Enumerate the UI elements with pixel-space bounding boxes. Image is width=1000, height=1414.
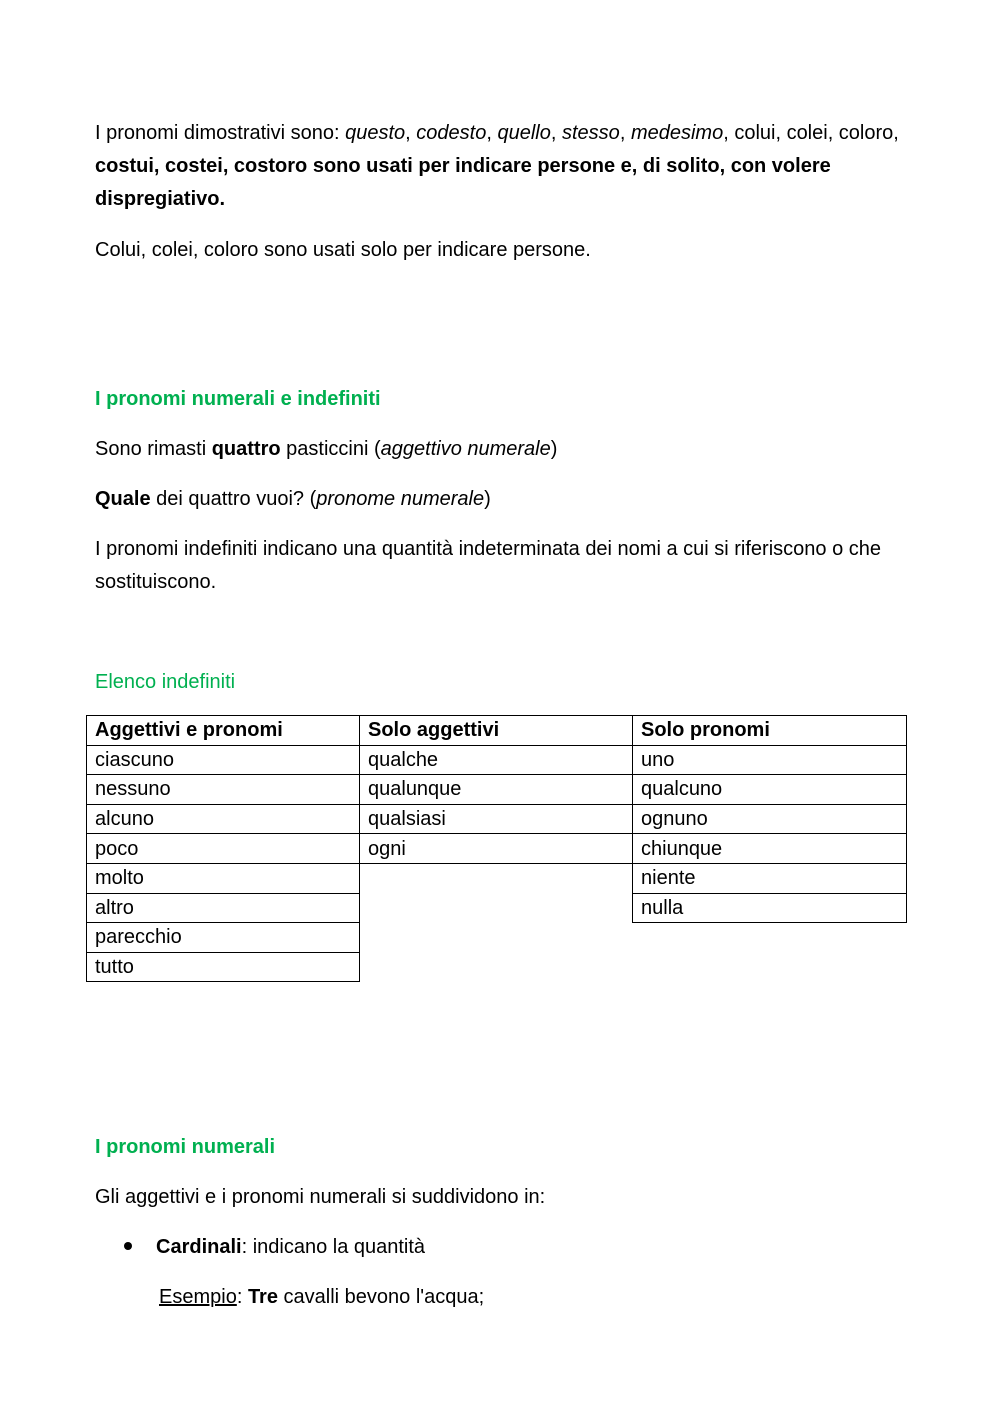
text-run: ,: [619, 122, 631, 144]
table-row: [87, 745, 360, 775]
text-run: ): [550, 438, 558, 460]
text-run: ,: [550, 122, 562, 144]
table-header: Solo pronomi: [633, 716, 907, 746]
text-run: I pronomi dimostrativi sono:: [95, 122, 346, 144]
italic-term: codesto: [416, 122, 487, 144]
table-cell: niente: [633, 863, 907, 893]
text-run: pasticcini (: [280, 438, 381, 460]
table-aggettivi-e-pronomi: [86, 715, 360, 982]
table-cell: parecchio: [87, 923, 360, 953]
table-header: Solo aggettivi: [360, 716, 633, 746]
table-cell: ogni: [360, 834, 633, 864]
paragraph-indefiniti: I pronomi indefiniti indicano una quantità indeterminata dei nomi a cui si riferiscono o che sostituiscono.: [95, 538, 882, 593]
example-aggettivo-numerale: [95, 433, 915, 466]
bullet-icon: [124, 1242, 132, 1250]
table-cell: nessuno: [87, 775, 360, 805]
list-item-cardinali: [156, 1231, 916, 1264]
table-row: [633, 863, 907, 893]
bold-text: Quale: [95, 488, 151, 510]
table-row: [87, 775, 360, 805]
table-row: [360, 745, 633, 775]
table-row: [360, 804, 633, 834]
italic-term: stesso: [562, 122, 620, 144]
table-cell: qualche: [360, 745, 633, 775]
bold-text: quattro: [211, 438, 281, 460]
text-run: dei quattro vuoi? (: [150, 488, 317, 510]
bold-text: Cardinali: [156, 1236, 242, 1258]
table-cell: ognuno: [633, 804, 907, 834]
table-cell: uno: [633, 745, 907, 775]
text-run: Sono rimasti: [95, 438, 212, 460]
paragraph-suddivisione: Gli aggettivi e i pronomi numerali si suddividono in:: [95, 1186, 546, 1208]
table-row: [633, 834, 907, 864]
italic-term: aggettivo numerale: [380, 438, 551, 460]
table-cell: qualunque: [360, 775, 633, 805]
table-cell: alcuno: [87, 804, 360, 834]
text-run: ,: [405, 122, 417, 144]
table-row: [633, 745, 907, 775]
italic-term: questo: [345, 122, 406, 144]
table-cell: ciascuno: [87, 745, 360, 775]
text-run: : indicano la quantità: [241, 1236, 426, 1258]
table-row: [360, 834, 633, 864]
text-run: cavalli bevono l'acqua;: [277, 1286, 485, 1308]
table-cell: nulla: [633, 893, 907, 923]
table-solo-pronomi: [632, 715, 907, 923]
section-heading-numerali: I pronomi numerali: [95, 1136, 276, 1158]
table-row: [633, 804, 907, 834]
table-row: [87, 804, 360, 834]
table-cell: qualcuno: [633, 775, 907, 805]
table-row: [360, 775, 633, 805]
table-cell: tutto: [87, 952, 360, 982]
text-run: :: [236, 1286, 248, 1308]
table-cell: molto: [87, 863, 360, 893]
text-run: ,: [486, 122, 498, 144]
table-cell: altro: [87, 893, 360, 923]
table-cell: qualsiasi: [360, 804, 633, 834]
table-row: [87, 863, 360, 893]
table-solo-aggettivi: [359, 715, 633, 864]
example-label: Esempio: [159, 1286, 237, 1308]
paragraph-dimostrativi: [95, 117, 915, 216]
table-row: [87, 923, 360, 953]
bold-text: Tre: [247, 1286, 278, 1308]
paragraph-colui: Colui, colei, coloro sono usati solo per indicare persone.: [95, 239, 591, 261]
italic-term: pronome numerale: [316, 488, 485, 510]
example-pronome-numerale: [95, 483, 915, 516]
text-run: , colui, colei, coloro,: [723, 122, 899, 144]
list-title: Elenco indefiniti: [95, 671, 236, 693]
example-cardinali: [159, 1281, 916, 1314]
bold-text: costui, costei, costoro sono usati per indicare persone e, di solito, con volere dispregiativo.: [95, 155, 831, 210]
italic-term: quello: [497, 122, 551, 144]
table-row: [633, 893, 907, 923]
section-heading-numerali-indefiniti: I pronomi numerali e indefiniti: [95, 388, 381, 410]
italic-term: medesimo: [630, 122, 724, 144]
table-cell: poco: [87, 834, 360, 864]
table-row: [87, 952, 360, 982]
table-row: [87, 893, 360, 923]
table-header: Aggettivi e pronomi: [87, 716, 360, 746]
table-row: [633, 775, 907, 805]
table-row: [87, 834, 360, 864]
text-run: ): [484, 488, 491, 510]
table-cell: chiunque: [633, 834, 907, 864]
